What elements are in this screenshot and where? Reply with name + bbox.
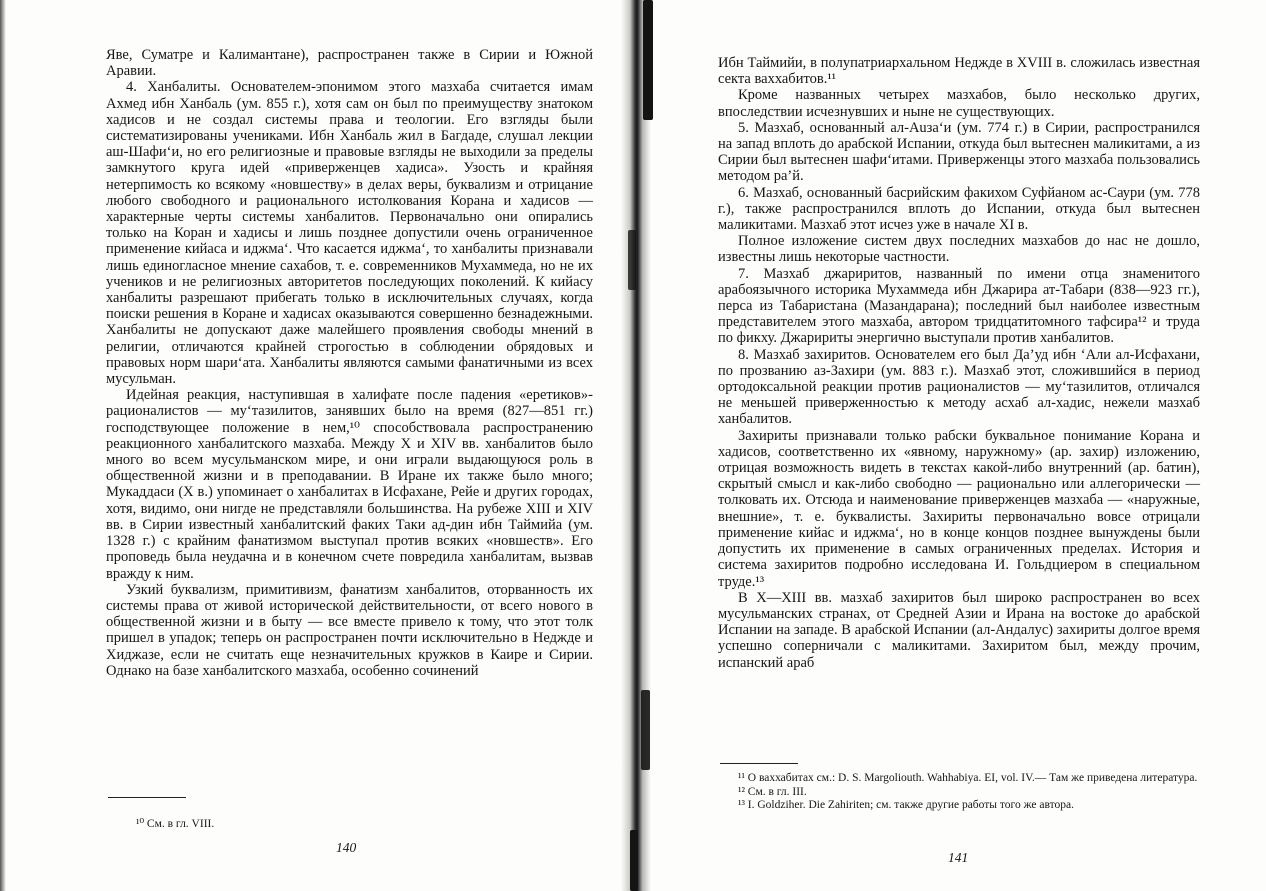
footnote: ¹³ I. Goldziher. Die Zahiriten; см. также другие работы того же автора.	[738, 799, 1074, 811]
footnote-separator	[108, 797, 186, 798]
page-number: 140	[336, 840, 357, 855]
paragraph: В X—XIII вв. мазхаб захиритов был широко распространен во всех мусульманских странах, от Средней Азии и Ирана на востоке до арабской Испании на западе. В арабской Испании (ал-Андалус) захириты долгое время успешно соперничали с маликитами. Захиритом был, между прочим, испанский араб	[718, 589, 1200, 671]
paragraph: Кроме названных четырех мазхабов, было несколько других, впоследствии исчезнувших и ныне не существующих.	[718, 87, 1200, 120]
footnote: ¹¹ О ваххабитах см.: D. S. Margoliouth. Wahhabiya. EI, vol. IV.— Там же приведена литература.	[738, 772, 1198, 784]
paragraph: 8. Мазхаб захиритов. Основателем его был Да’уд ибн ‘Али ал-Исфахани, по прозванию аз-Захири (ум. 883 г.). Мазхаб этот, сложившийся в период ортодоксальной реакции против рационалистов — му‘тазилитов, отличался не меньшей приверженностью к методу асхаб ал-хадис, нежели мазхаб ханбалитов.	[718, 346, 1200, 428]
footnote-separator	[720, 763, 798, 764]
paragraph: 5. Мазхаб, основанный ал-Auза‘и (ум. 774 г.) в Сирии, распространился на запад вплоть до арабской Испании, откуда был вытеснен маликитами, а из Сирии был вытеснен шафи‘итами. Приверженцы этого мазхаба пользовались методом ра’й.	[718, 119, 1200, 185]
left-page-body	[106, 47, 593, 679]
paragraph: Яве, Суматре и Калимантане), распространен также в Сирии и Южной Аравии.	[106, 47, 593, 80]
paragraph: 4. Ханбалиты. Основателем-эпонимом этого мазхаба считается имам Ахмед ибн Ханбаль (ум. 855 г.), хотя сам он был по преимуществу знатоком хадисов и не создал системы права и теологии. Его взгляды были систематизированы учениками. Ибн Ханбаль жил в Багдаде, слушал лекции аш-Шафи‘и, но его религиозные и правовые взгляды не выходили за пределы замкнутого круга идей «приверженцев хадиса». Узость и крайняя нетерпимость ко всякому «новшеству» в делах веры, буквализм и отрицание любого свободного и рационального истолкования Корана и хадисов — характерные черты системы ханбалитов. Первоначально они опирались только на Коран и хадисы и лишь позднее допустили очень ограниченное применение кийаса и иджма‘. Что касается иджма‘, то ханбалиты признавали лишь единогласное мнение сахабов, т. е. современников Мухаммеда, но не их учеников и не религиозных авторитетов последующих поколений. К кийасу ханбалиты разрешают прибегать только в исключительных случаях, когда поиски решения в Коране и хадисах оказываются совершенно безнадежными. Ханбалиты не допускают даже малейшего проявления свободы мнений в религии, отличаются крайней строгостью в соблюдении обрядовых и правовых норм шари‘ата. Ханбалиты являются самыми фанатичными из всех мусульман.	[106, 79, 593, 388]
right-footnotes	[738, 772, 1200, 813]
gutter-dark-mark	[628, 230, 636, 290]
left-footnotes	[136, 818, 576, 832]
right-page-body	[718, 55, 1200, 671]
footnote: ¹² См. в гл. III.	[738, 785, 807, 798]
gutter-dark-mark	[641, 690, 650, 770]
paragraph: Узкий буквализм, примитивизм, фанатизм ханбалитов, оторванность их системы права от живой исторической действительности, от всего нового в общественной жизни и в быту — все вместе привело к тому, что этот толк пришел в упадок; теперь он распространен почти исключительно в Неджде и Хиджазе, если не считать еще незначительных кружков в Каире и Сирии. Однако на базе ханбалитского мазхаба, особенно сочинений	[106, 581, 593, 679]
page-number: 141	[948, 850, 969, 865]
paragraph: Полное изложение систем двух последних мазхабов до нас не дошло, известны лишь некоторые частности.	[718, 233, 1200, 266]
paragraph: Захириты признавали только рабски буквальное понимание Корана и хадисов, соответственно их «явному, наружному» (ар. захир) изложению, отрицая возможность видеть в текстах какой-либо внутренний (ар. батин), скрытый смысл и как-либо свободно — рационально или аллегорически — толковать их. Отсюда и наименование приверженцев мазхаба — «наружные, внешние», т. е. буквалисты. Захириты первоначально вовсе отрицали применение кийас и иджма‘, но в конце концов позднее вынуждены были допустить их применение в самых ограниченных пределах. История и система захиритов подробно исследована И. Гольдциером в специальном труде.¹³	[718, 427, 1200, 590]
gutter-dark-mark	[643, 0, 653, 120]
page-edge-shadow	[0, 0, 6, 891]
footnote: ¹⁰ См. в гл. VIII.	[136, 818, 215, 830]
paragraph: Идейная реакция, наступившая в халифате после падения «еретиков»-рационалистов — му‘тазилитов, занявших было на время (827—851 гг.) господствующее положение в нем,¹⁰ способствовала распространению реакционного ханбалитского мазхаба. Между X и XIV вв. ханбалитов было много во всем мусульманском мире, и они играли выдающуюся роль в общественной жизни и в преподавании. В Иране их также было много; Мукаддаси (X в.) упоминает о ханбалитах в Исфахане, Рейе и других городах, хотя, видимо, они нигде не представляли большинства. На рубеже XIII и XIV вв. в Сирии известный ханбалитский факих Таки ад-дин ибн Таймийа (ум. 1328 г.) с крайним фанатизмом выступал против всяких «новшеств». Его проповедь была неудачна и в конечном счете повредила ханбалитам, вызвав вражду к ним.	[106, 387, 593, 582]
paragraph: 7. Мазхаб джариритов, названный по имени отца знаменитого арабоязычного историка Мухаммеда ибн Джарира ат-Табари (838—923 гг.), перса из Табаристана (Мазандарана); последний был наиболее известным представителем этого мазхаба, автором тридцатитомного тафсира¹² и труда по фикху. Джаририты энергично выступали против ханбалитов.	[718, 265, 1200, 347]
paragraph: Ибн Таймийи, в полупатриархальном Неджде в XVIII в. сложилась известная секта ваххабитов.¹¹	[718, 55, 1200, 88]
paragraph: 6. Мазхаб, основанный басрийским факихом Суфйаном ас-Саури (ум. 778 г.), также распространился вплоть до Испании, откуда был вытеснен маликитами. Мазхаб этот исчез уже в начале XI в.	[718, 184, 1200, 234]
gutter-dark-mark	[630, 830, 638, 891]
